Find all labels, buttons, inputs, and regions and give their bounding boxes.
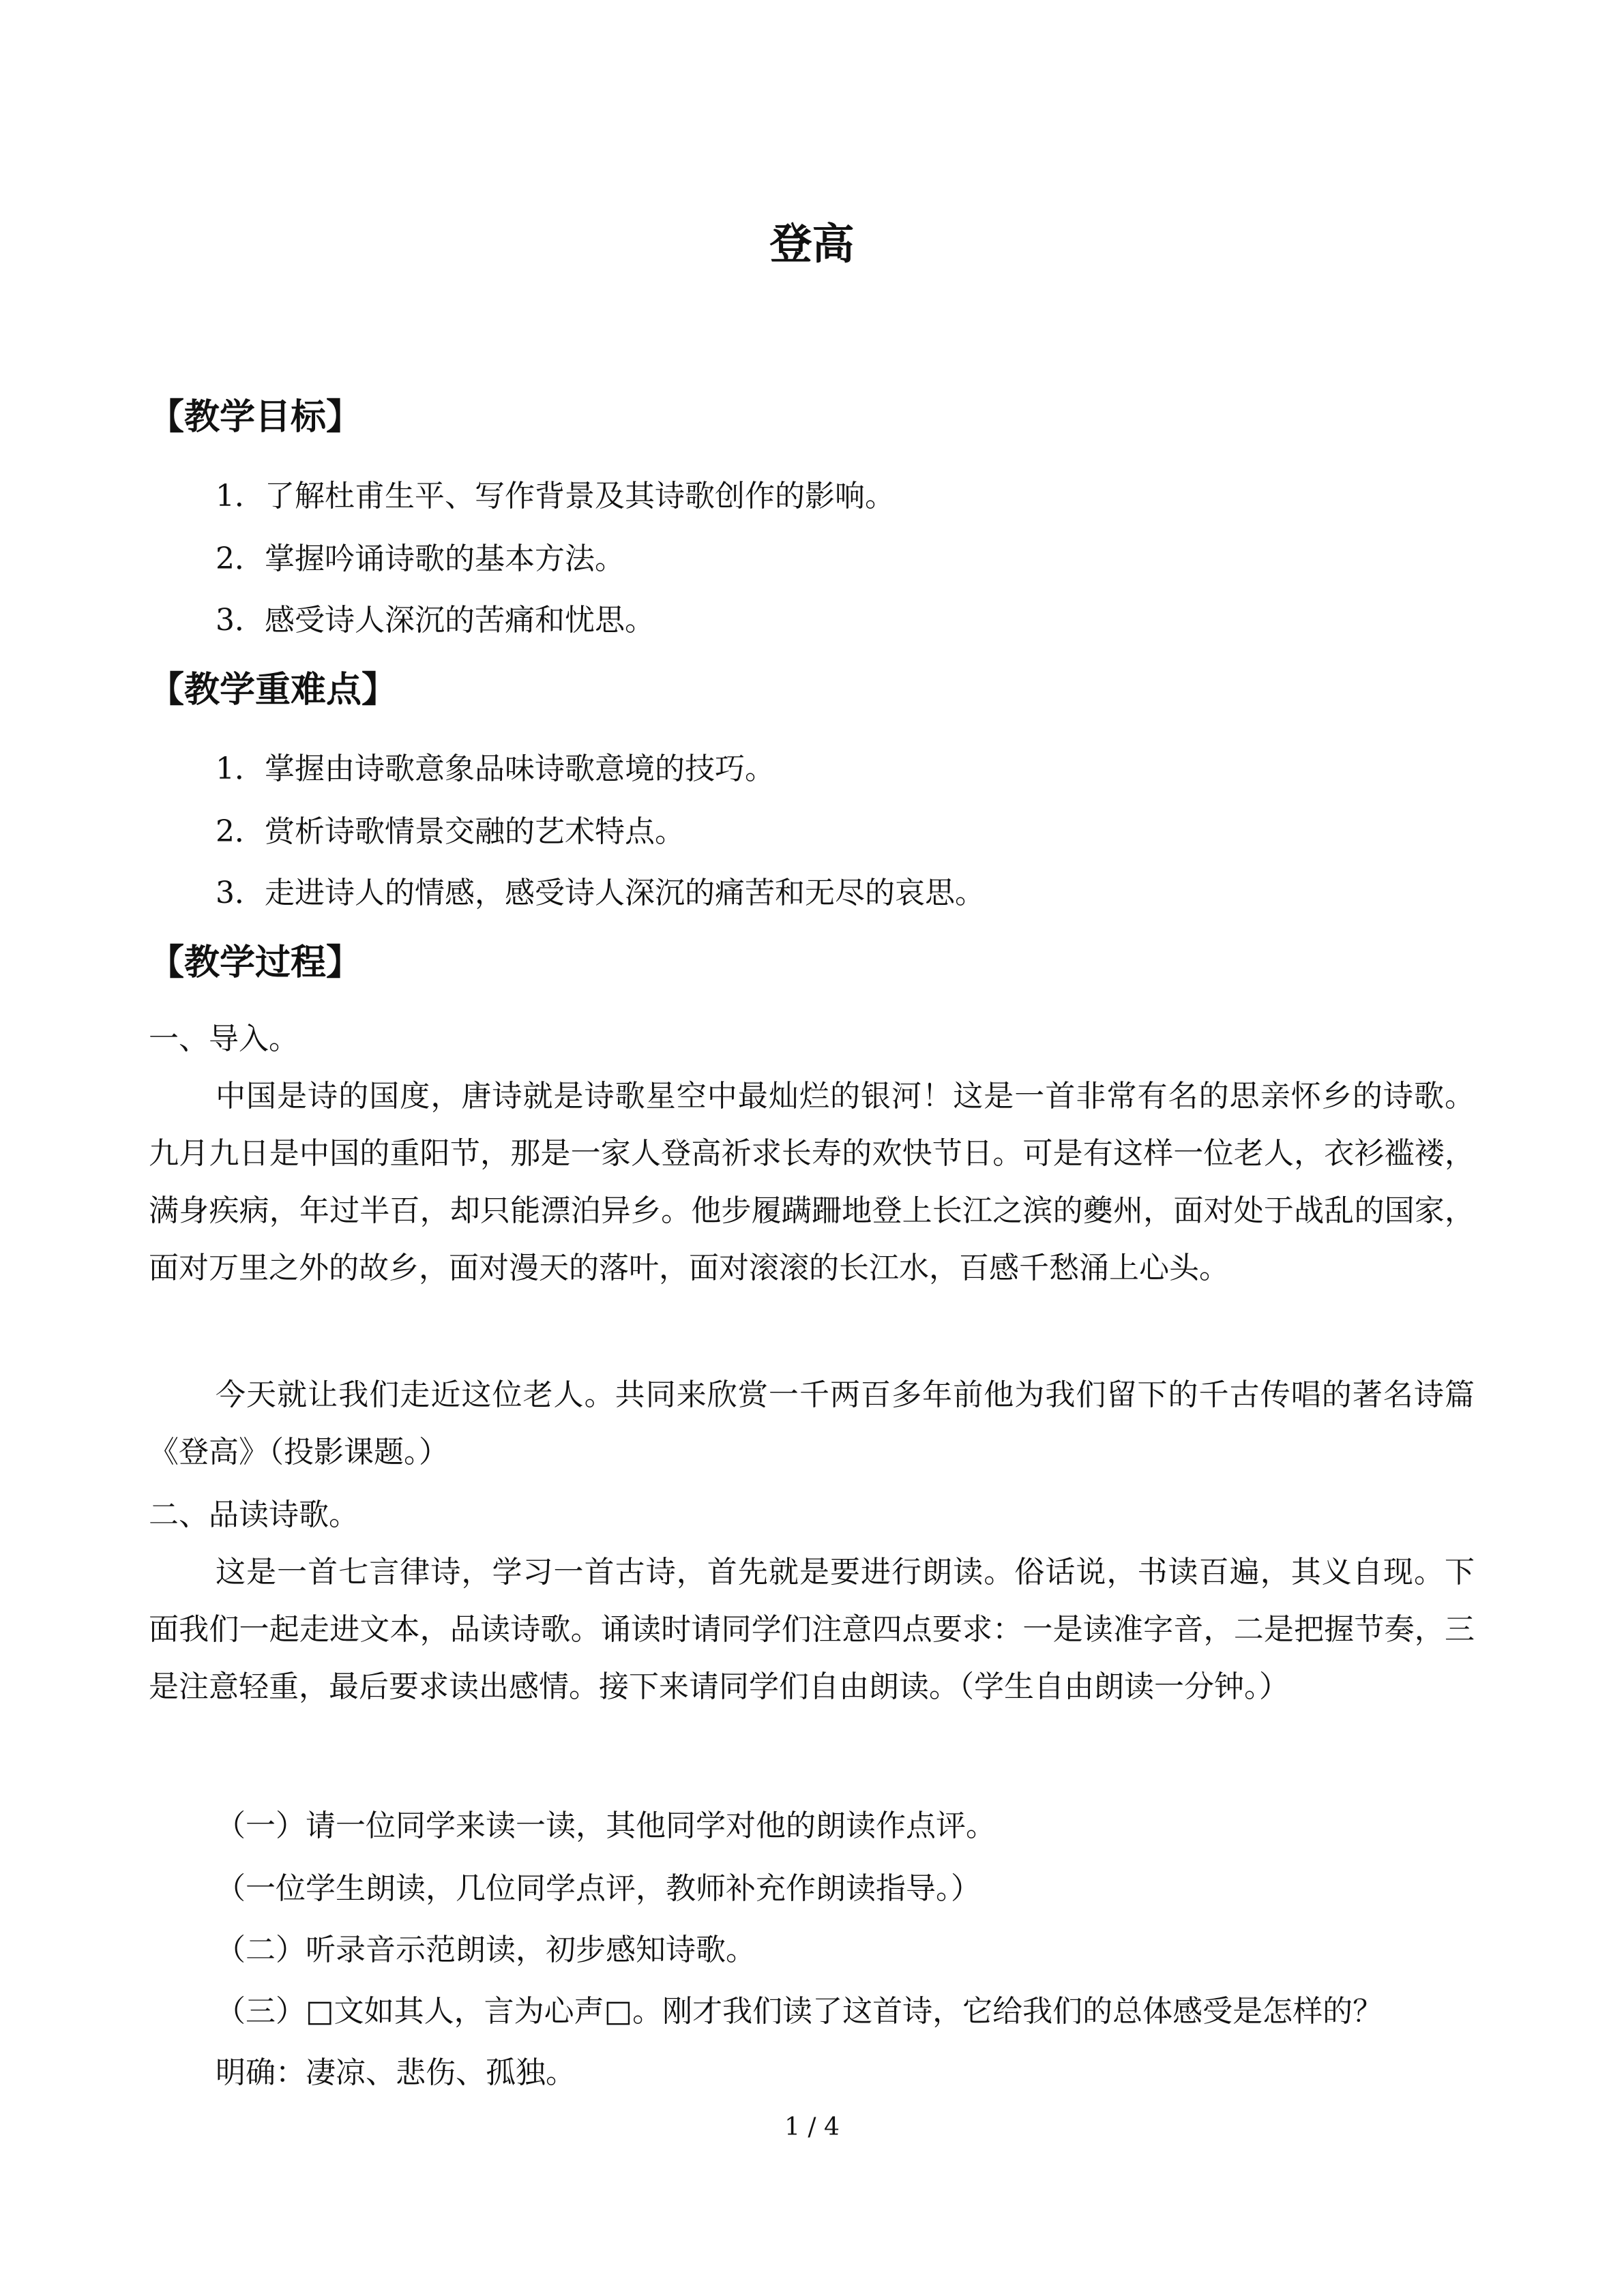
keypoint-item: 2．赏析诗歌情景交融的艺术特点。 bbox=[216, 814, 685, 849]
section-heading-process: 【教学过程】 bbox=[149, 942, 362, 983]
section-heading-goals: 【教学目标】 bbox=[149, 397, 362, 438]
intro-paragraph: 中国是诗的国度，唐诗就是诗歌星空中最灿烂的银河！这是一首非常有名的思亲怀乡的诗歌。九月九日是中国的重阳节，那是一家人登高祈求长寿的欢快节日。可是有这样一位老人，衣衫褴褛，满身疾病，年过半百，却只能漂泊异乡。他步履蹒跚地登上长江之滨的夔州，面对处于战乱的国家，面对万里之外的故乡，面对漫天的落叶，面对滚滚的长江水，百感千愁涌上心头。 bbox=[149, 1079, 1475, 1285]
goal-item: 1．了解杜甫生平、写作背景及其诗歌创作的影响。 bbox=[216, 479, 895, 513]
goal-item: 2．掌握吟诵诗歌的基本方法。 bbox=[216, 541, 625, 576]
reading-paragraph: 这是一首七言律诗，学习一首古诗，首先就是要进行朗读。俗话说，书读百遍，其义自现。下面我们一起走进文本，品读诗歌。诵读时请同学们注意四点要求：一是读准字音，二是把握节奏，三是注意轻重，最后要求读出感情。接下来请同学们自由朗读。（学生自由朗读一分钟。） bbox=[149, 1555, 1475, 1704]
keypoint-item: 1．掌握由诗歌意象品味诗歌意境的技巧。 bbox=[216, 751, 775, 786]
reading-step: （一）请一位同学来读一读，其他同学对他的朗读作点评。 bbox=[216, 1808, 996, 1843]
document-title: 登高 bbox=[769, 219, 855, 269]
goal-item: 3．感受诗人深沉的苦痛和忧思。 bbox=[216, 603, 655, 638]
reading-step: （二）听录音示范朗读，初步感知诗歌。 bbox=[216, 1933, 756, 1967]
page-number: 1 / 4 bbox=[784, 2113, 840, 2141]
reading-conclusion: 明确：凄凉、悲伤、孤独。 bbox=[216, 2055, 576, 2090]
section-heading-keypoints: 【教学重难点】 bbox=[149, 670, 398, 711]
keypoint-item: 3．走进诗人的情感，感受诗人深沉的痛苦和无尽的哀思。 bbox=[216, 876, 985, 910]
reading-step: （一位学生朗读，几位同学点评，教师补充作朗读指导。） bbox=[216, 1871, 981, 1906]
intro-paragraph-2: 今天就让我们走近这位老人。共同来欣赏一千两百多年前他为我们留下的千古传唱的著名诗篇《登高》（投影课题。） bbox=[149, 1377, 1475, 1470]
part-label-reading: 二、品读诗歌。 bbox=[149, 1497, 359, 1532]
part-label-intro: 一、导入。 bbox=[149, 1022, 299, 1056]
reading-step: （三）□文如其人，言为心声□。刚才我们读了这首诗，它给我们的总体感受是怎样的？ bbox=[216, 1994, 1383, 2029]
